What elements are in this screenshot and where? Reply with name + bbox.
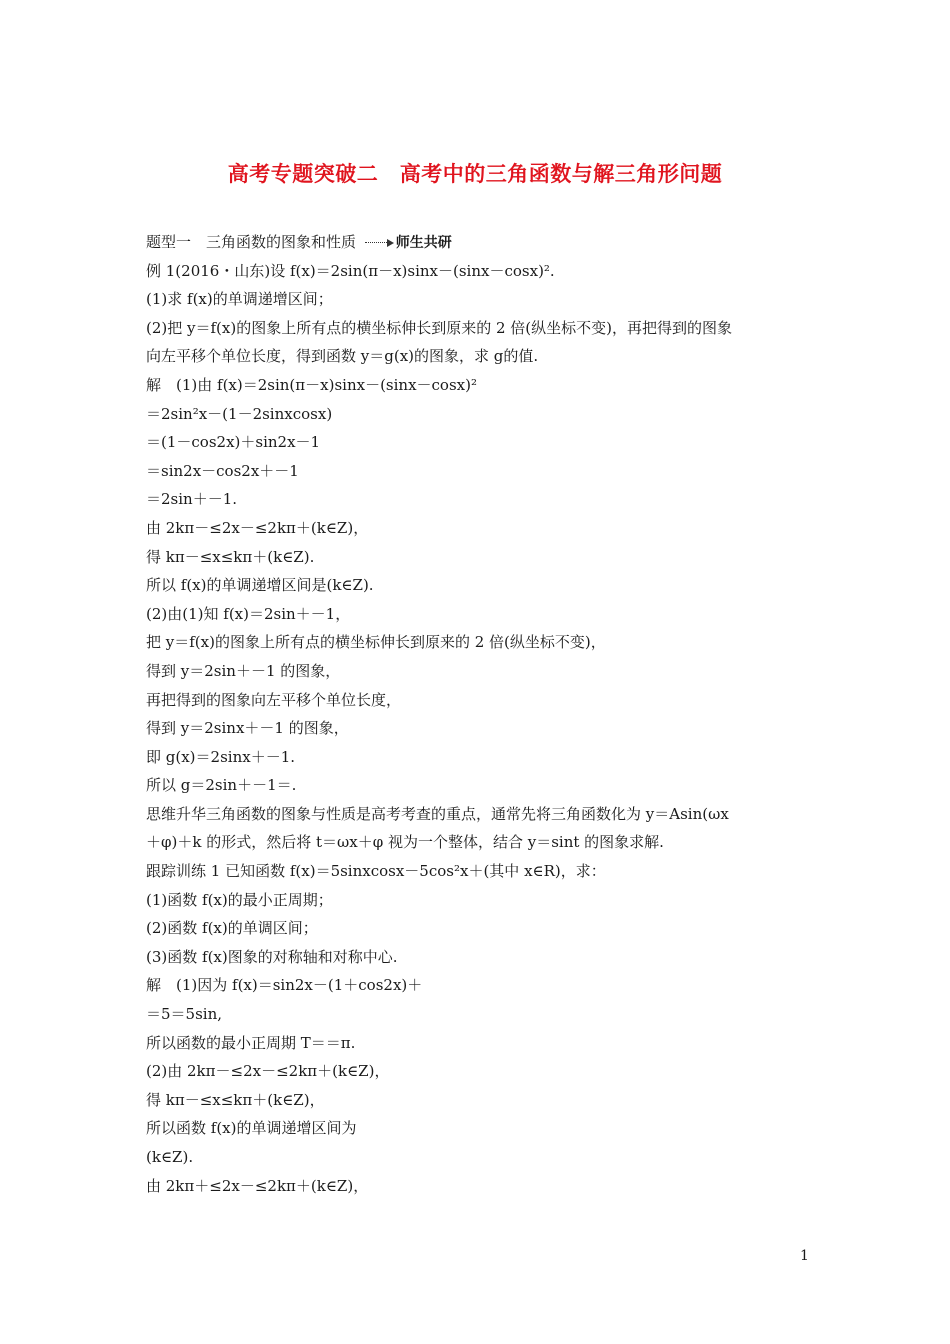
text-line: 再把得到的图象向左平移个单位长度， <box>146 690 402 709</box>
text-line: (1)函数 f(x)的最小正周期； <box>146 890 333 909</box>
text-line: ＋φ)＋k 的形式，然后将 t＝ωx＋φ 视为一个整体，结合 y＝sint 的图象求解. <box>146 833 664 852</box>
text-line: 由 2kπ＋≤2x－≤2kπ＋(k∈Z)， <box>146 1176 369 1195</box>
text-line: 由 2kπ－≤2x－≤2kπ＋(k∈Z)， <box>146 518 369 537</box>
text-line: (2)由(1)知 f(x)＝2sin＋－1， <box>146 604 351 623</box>
text-line: (2)由 2kπ－≤2x－≤2kπ＋(k∈Z)， <box>146 1062 390 1081</box>
section-badge <box>365 229 452 258</box>
text-line: 得 kπ－≤x≤kπ＋(k∈Z). <box>146 547 315 566</box>
text-lines <box>146 257 816 1201</box>
text-line: 把 y＝f(x)的图象上所有点的横坐标伸长到原来的 2 倍(纵坐标不变)， <box>146 633 606 652</box>
text-line: ＝(1－cos2x)＋sin2x－1 <box>146 433 321 452</box>
text-line: (2)函数 f(x)的单调区间； <box>146 919 318 938</box>
text-line: 解 (1)由 f(x)＝2sin(π－x)sinx－(sinx－cosx)² <box>146 375 477 394</box>
text-line: 即 g(x)＝2sinx＋－1. <box>146 747 296 766</box>
text-line: 所以 g＝2sin＋－1＝. <box>146 776 297 795</box>
text-line: 思维升华三角函数的图象与性质是高考考查的重点，通常先将三角函数化为 y＝Asin(ωx <box>146 804 729 823</box>
text-line: ＝2sin²x－(1－2sinxcosx) <box>146 404 333 423</box>
text-line: 跟踪训练 1 已知函数 f(x)＝5sinxcosx－5cos²x＋(其中 x∈R)，求： <box>146 862 606 881</box>
text-line: 所以函数的最小正周期 T＝＝π. <box>146 1033 356 1052</box>
text-line: 所以 f(x)的单调递增区间是(k∈Z). <box>146 576 374 595</box>
text-line: 得 kπ－≤x≤kπ＋(k∈Z)， <box>146 1090 325 1109</box>
text-line: 得到 y＝2sinx＋－1 的图象， <box>146 719 349 738</box>
text-line: 例 1(2016・山东)设 f(x)＝2sin(π－x)sinx－(sinx－cosx)². <box>146 261 555 280</box>
text-line: 所以函数 f(x)的单调递增区间为 <box>146 1119 357 1138</box>
text-line: (2)把 y＝f(x)的图象上所有点的横坐标伸长到原来的 2 倍(纵坐标不变)，再把得到的图象 <box>146 318 732 337</box>
text-line: ＝5＝5sin, <box>146 1005 223 1024</box>
text-line: (1)求 f(x)的单调递增区间； <box>146 290 333 309</box>
text-line: ＝sin2x－cos2x＋－1 <box>146 461 299 480</box>
page-number: 1 <box>800 1248 809 1264</box>
section-heading-row <box>146 228 816 257</box>
badge-label: 师生共研 <box>395 234 452 251</box>
document-body <box>146 228 816 1200</box>
text-line: (3)函数 f(x)图象的对称轴和对称中心. <box>146 947 398 966</box>
document-title: 高考专题突破二 高考中的三角函数与解三角形问题 <box>227 162 723 186</box>
arrow-icon <box>387 239 394 247</box>
text-line: (k∈Z). <box>146 1148 194 1166</box>
text-line: 得到 y＝2sin＋－1 的图象， <box>146 661 341 680</box>
dotted-leader <box>365 242 387 243</box>
section-heading: 题型一 三角函数的图象和性质 <box>146 233 357 251</box>
text-line: 解 (1)因为 f(x)＝sin2x－(1＋cos2x)＋ <box>146 976 423 995</box>
text-line: ＝2sin＋－1. <box>146 490 238 509</box>
text-line: 向左平移个单位长度，得到函数 y＝g(x)的图象，求 g的值. <box>146 347 539 366</box>
